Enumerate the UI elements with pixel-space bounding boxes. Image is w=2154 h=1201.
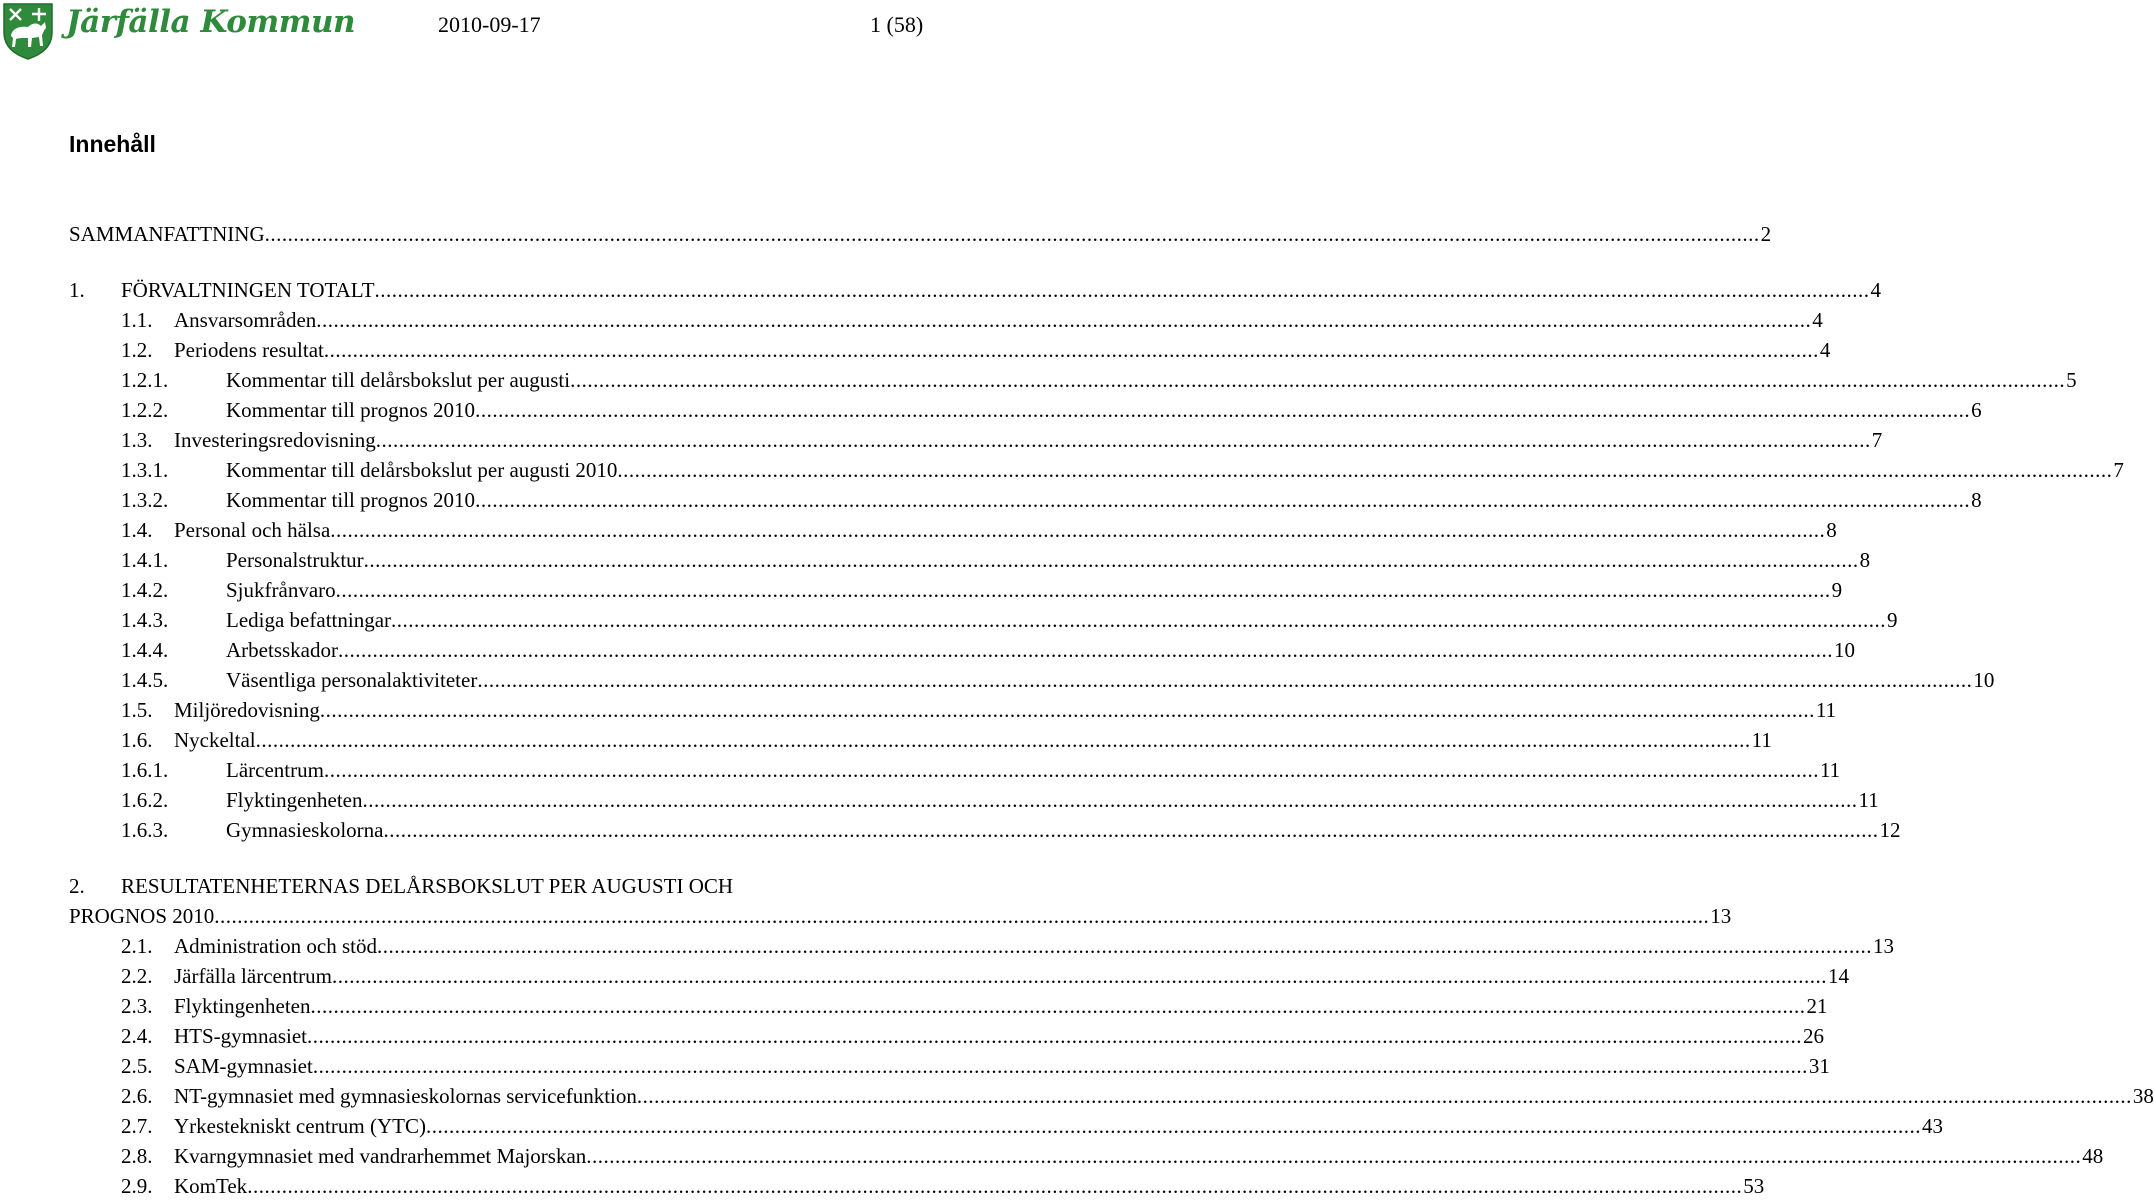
toc-entry[interactable] (69, 695, 1837, 725)
toc-entry[interactable] (69, 785, 1879, 815)
toc-entry-number: 2.2. (121, 964, 153, 988)
toc-entry-page-number: 12 (1879, 818, 1901, 842)
toc-entry-title: RESULTATENHETERNAS DELÅRSBOKSLUT PER AUGUSTI OCH (121, 874, 734, 898)
dot-leader: .................................................................................................................................................................................................................................................................... (374, 278, 1870, 302)
dot-leader: .................................................................................................................................................................................................................................................................... (477, 668, 1973, 692)
toc-entry-title: Kommentar till prognos 2010 (226, 398, 476, 422)
toc-entry-page-number: 7 (2113, 458, 2124, 482)
dot-leader: .................................................................................................................................................................................................................................................................... (383, 818, 1879, 842)
dot-leader: .................................................................................................................................................................................................................................................................... (375, 428, 1871, 452)
dot-leader: .................................................................................................................................................................................................................................................................... (247, 1174, 1743, 1198)
toc-entry-title: NT-gymnasiet med gymnasieskolornas servicefunktion (174, 1084, 637, 1108)
toc-entry[interactable] (69, 485, 1982, 515)
toc-entry-title: Sjukfrånvaro (226, 578, 336, 602)
toc-entry-number: 1.6.1. (121, 758, 169, 782)
toc-entry[interactable] (69, 219, 1772, 249)
dot-leader: .................................................................................................................................................................................................................................................................... (332, 964, 1827, 988)
dot-leader: .................................................................................................................................................................................................................................................................... (617, 458, 2113, 482)
toc-entry-number: 1.4.5. (121, 668, 169, 692)
toc-entry[interactable] (69, 305, 1823, 335)
toc-entry-number: 1.3. (121, 428, 153, 452)
dot-leader: .................................................................................................................................................................................................................................................................... (330, 518, 1826, 542)
toc-entry-page-number: 9 (1831, 578, 1843, 602)
toc-entry[interactable] (69, 365, 2077, 395)
toc-entry-page-number: 2 (1760, 222, 1772, 246)
dot-leader: .................................................................................................................................................................................................................................................................... (475, 398, 1971, 422)
toc-entry-page-number: 7 (1871, 428, 1883, 452)
toc-entry[interactable] (69, 335, 1831, 365)
toc-entry[interactable] (69, 455, 2124, 485)
toc-entry-title: Yrkestekniskt centrum (YTC) (174, 1114, 426, 1138)
toc-entry-page-number: 14 (1828, 964, 1849, 988)
dot-leader: .................................................................................................................................................................................................................................................................... (586, 1144, 2082, 1168)
toc-entry-page-number: 21 (1806, 994, 1828, 1018)
toc-entry-title: Flyktingenheten (174, 994, 311, 1018)
dot-leader: .................................................................................................................................................................................................................................................................... (391, 608, 1887, 632)
toc-entry[interactable] (69, 635, 1855, 665)
toc-entry[interactable] (69, 931, 1894, 961)
toc-entry[interactable] (69, 991, 1828, 1021)
toc-entry-page-number: 53 (1743, 1174, 1765, 1198)
toc-entry-title: Nyckeltal (174, 728, 256, 752)
toc-entry[interactable] (69, 275, 1882, 305)
toc-entry[interactable] (69, 665, 1995, 695)
dot-leader: .................................................................................................................................................................................................................................................................... (312, 1054, 1808, 1078)
toc-entry-title: Arbetsskador (226, 638, 338, 662)
toc-entry-title: Flyktingenheten (226, 788, 363, 812)
toc-entry-page-number: 48 (2082, 1144, 2104, 1168)
toc-entry-number: 2.5. (121, 1054, 153, 1078)
toc-entry-number: 2. (69, 874, 85, 898)
toc-entry[interactable] (69, 395, 1982, 425)
dot-leader: .................................................................................................................................................................................................................................................................... (362, 788, 1858, 812)
toc-entry-title: FÖRVALTNINGEN TOTALT (121, 278, 375, 302)
toc-entry[interactable] (69, 901, 1732, 931)
toc-entry-number: 1.6.3. (121, 818, 169, 842)
toc-entry-title: Investeringsredovisning (174, 428, 376, 452)
toc-entry[interactable] (69, 425, 1883, 455)
toc-entry-page-number: 8 (1859, 548, 1871, 572)
dot-leader: .................................................................................................................................................................................................................................................................... (310, 994, 1806, 1018)
toc-entry-title: Väsentliga personalaktiviteter (226, 668, 478, 692)
toc-entry-title: Kvarngymnasiet med vandrarhemmet Majorskan (174, 1144, 587, 1168)
toc-entry-number: 1.2.1. (121, 368, 169, 392)
toc-entry-page-number: 11 (1819, 758, 1841, 782)
toc-entry-number: 1.3.2. (121, 488, 169, 512)
dot-leader: .................................................................................................................................................................................................................................................................... (425, 1114, 1921, 1138)
toc-entry-number: 1.3.1. (121, 458, 169, 482)
toc-entry[interactable] (69, 545, 1871, 575)
toc-entry[interactable] (69, 575, 1843, 605)
toc-entry-number: 2.1. (121, 934, 153, 958)
toc-entry-page-number: 8 (1971, 488, 1982, 512)
toc-entry-number: 2.9. (121, 1174, 153, 1198)
toc-entry-page-number: 4 (1812, 308, 1823, 332)
dot-leader: .................................................................................................................................................................................................................................................................... (337, 638, 1833, 662)
page-header (0, 0, 960, 70)
dot-leader: .................................................................................................................................................................................................................................................................... (363, 548, 1859, 572)
toc-entry-number: 1.4.1. (121, 548, 169, 572)
toc-entry-page-number: 13 (1710, 904, 1732, 928)
toc-entry[interactable] (69, 1141, 2104, 1171)
toc-entry-page-number: 43 (1921, 1114, 1943, 1138)
toc-entry-title: Administration och stöd (174, 934, 377, 958)
toc-entry-title: SAMMANFATTNING (69, 222, 265, 246)
toc-entry-title: Kommentar till prognos 2010 (226, 488, 476, 512)
toc-entry-heading-line[interactable] (69, 871, 734, 901)
dot-leader: .................................................................................................................................................................................................................................................................... (636, 1084, 2132, 1108)
toc-entry-title: Kommentar till delårsbokslut per augusti (226, 368, 571, 392)
document-date: 2010-09-17 (438, 12, 541, 37)
toc-entry-page-number: 11 (1858, 788, 1879, 812)
toc-entry-page-number: 10 (1833, 638, 1855, 662)
toc-entry-title: Lärcentrum (226, 758, 324, 782)
dot-leader: .................................................................................................................................................................................................................................................................... (323, 338, 1819, 362)
toc-entry-page-number: 13 (1873, 934, 1894, 958)
toc-entry-title: PROGNOS 2010 (69, 904, 215, 928)
municipality-logo-text: Järfälla Kommun (66, 4, 356, 40)
toc-heading: Innehåll (69, 131, 156, 157)
toc-entry-title: SAM-gymnasiet (174, 1054, 313, 1078)
toc-entry-title: Periodens resultat (174, 338, 324, 362)
toc-entry-title: KomTek (174, 1174, 248, 1198)
toc-entry-title: Ansvarsområden (174, 308, 317, 332)
toc-entry-page-number: 11 (1815, 698, 1837, 722)
toc-entry[interactable] (69, 1081, 2154, 1111)
toc-entry-number: 1.2.2. (121, 398, 169, 422)
toc-entry-number: 1.6.2. (121, 788, 169, 812)
toc-entry-title: Personalstruktur (226, 548, 364, 572)
toc-entry[interactable] (69, 515, 1837, 545)
toc-entry[interactable] (69, 725, 1772, 755)
toc-entry-number: 2.8. (121, 1144, 153, 1168)
toc-entry-page-number: 8 (1826, 518, 1837, 542)
dot-leader: .................................................................................................................................................................................................................................................................... (323, 758, 1819, 782)
toc-entry-number: 1.1. (121, 308, 153, 332)
toc-entry-number: 1.4.4. (121, 638, 169, 662)
dot-leader: .................................................................................................................................................................................................................................................................... (306, 1024, 1802, 1048)
toc-entry-title: Lediga befattningar (226, 608, 392, 632)
toc-entry-number: 1.4. (121, 518, 153, 542)
dot-leader: .................................................................................................................................................................................................................................................................... (255, 728, 1751, 752)
municipal-coat-of-arms-icon (2, 2, 54, 60)
toc-entry[interactable] (69, 1051, 1830, 1081)
toc-entry[interactable] (69, 755, 1841, 785)
dot-leader: .................................................................................................................................................................................................................................................................... (319, 698, 1815, 722)
page-indicator: 1 (58) (870, 12, 924, 37)
toc-entry-page-number: 5 (2066, 368, 2077, 392)
toc-entry-number: 2.3. (121, 994, 153, 1018)
dot-leader: .................................................................................................................................................................................................................................................................... (316, 308, 1812, 332)
toc-entry-number: 2.6. (121, 1084, 153, 1108)
toc-entry-page-number: 31 (1808, 1054, 1830, 1078)
toc-entry-title: Järfälla lärcentrum (174, 964, 332, 988)
dot-leader: .................................................................................................................................................................................................................................................................... (214, 904, 1710, 928)
dot-leader: .................................................................................................................................................................................................................................................................... (335, 578, 1831, 602)
toc-entry-title: HTS-gymnasiet (174, 1024, 307, 1048)
toc-entry-page-number: 26 (1802, 1024, 1824, 1048)
toc-entry[interactable] (69, 605, 1898, 635)
toc-entry-number: 1.5. (121, 698, 153, 722)
dot-leader: .................................................................................................................................................................................................................................................................... (377, 934, 1872, 958)
toc-entry-number: 2.4. (121, 1024, 153, 1048)
dot-leader: .................................................................................................................................................................................................................................................................... (475, 488, 1971, 512)
toc-entry-page-number: 10 (1973, 668, 1995, 692)
toc-entry[interactable] (69, 815, 1901, 845)
toc-entry[interactable] (69, 1021, 1824, 1051)
toc-entry-number: 1.4.3. (121, 608, 169, 632)
toc-entry-page-number: 9 (1887, 608, 1898, 632)
toc-entry-title: Personal och hälsa (174, 518, 331, 542)
toc-entry-number: 2.7. (121, 1114, 153, 1138)
toc-entry-number: 1.2. (121, 338, 153, 362)
dot-leader: .................................................................................................................................................................................................................................................................... (264, 222, 1760, 246)
toc-entry-title: Gymnasieskolorna (226, 818, 384, 842)
toc-entry-number: 1.6. (121, 728, 153, 752)
toc-entry-page-number: 4 (1819, 338, 1831, 362)
dot-leader: .................................................................................................................................................................................................................................................................... (570, 368, 2066, 392)
toc-entry-title: Miljöredovisning (174, 698, 320, 722)
toc-entry[interactable] (69, 961, 1849, 991)
toc-entry[interactable] (69, 1171, 1765, 1201)
toc-entry-page-number: 11 (1751, 728, 1772, 752)
toc-entry-page-number: 4 (1870, 278, 1882, 302)
toc-entry[interactable] (69, 1111, 1943, 1141)
toc-entry-page-number: 6 (1971, 398, 1982, 422)
toc-entry-page-number: 38 (2132, 1084, 2154, 1108)
toc-entry-title: Kommentar till delårsbokslut per augusti 2010 (226, 458, 618, 482)
toc-entry-number: 1.4.2. (121, 578, 169, 602)
toc-entry-number: 1. (69, 278, 85, 302)
